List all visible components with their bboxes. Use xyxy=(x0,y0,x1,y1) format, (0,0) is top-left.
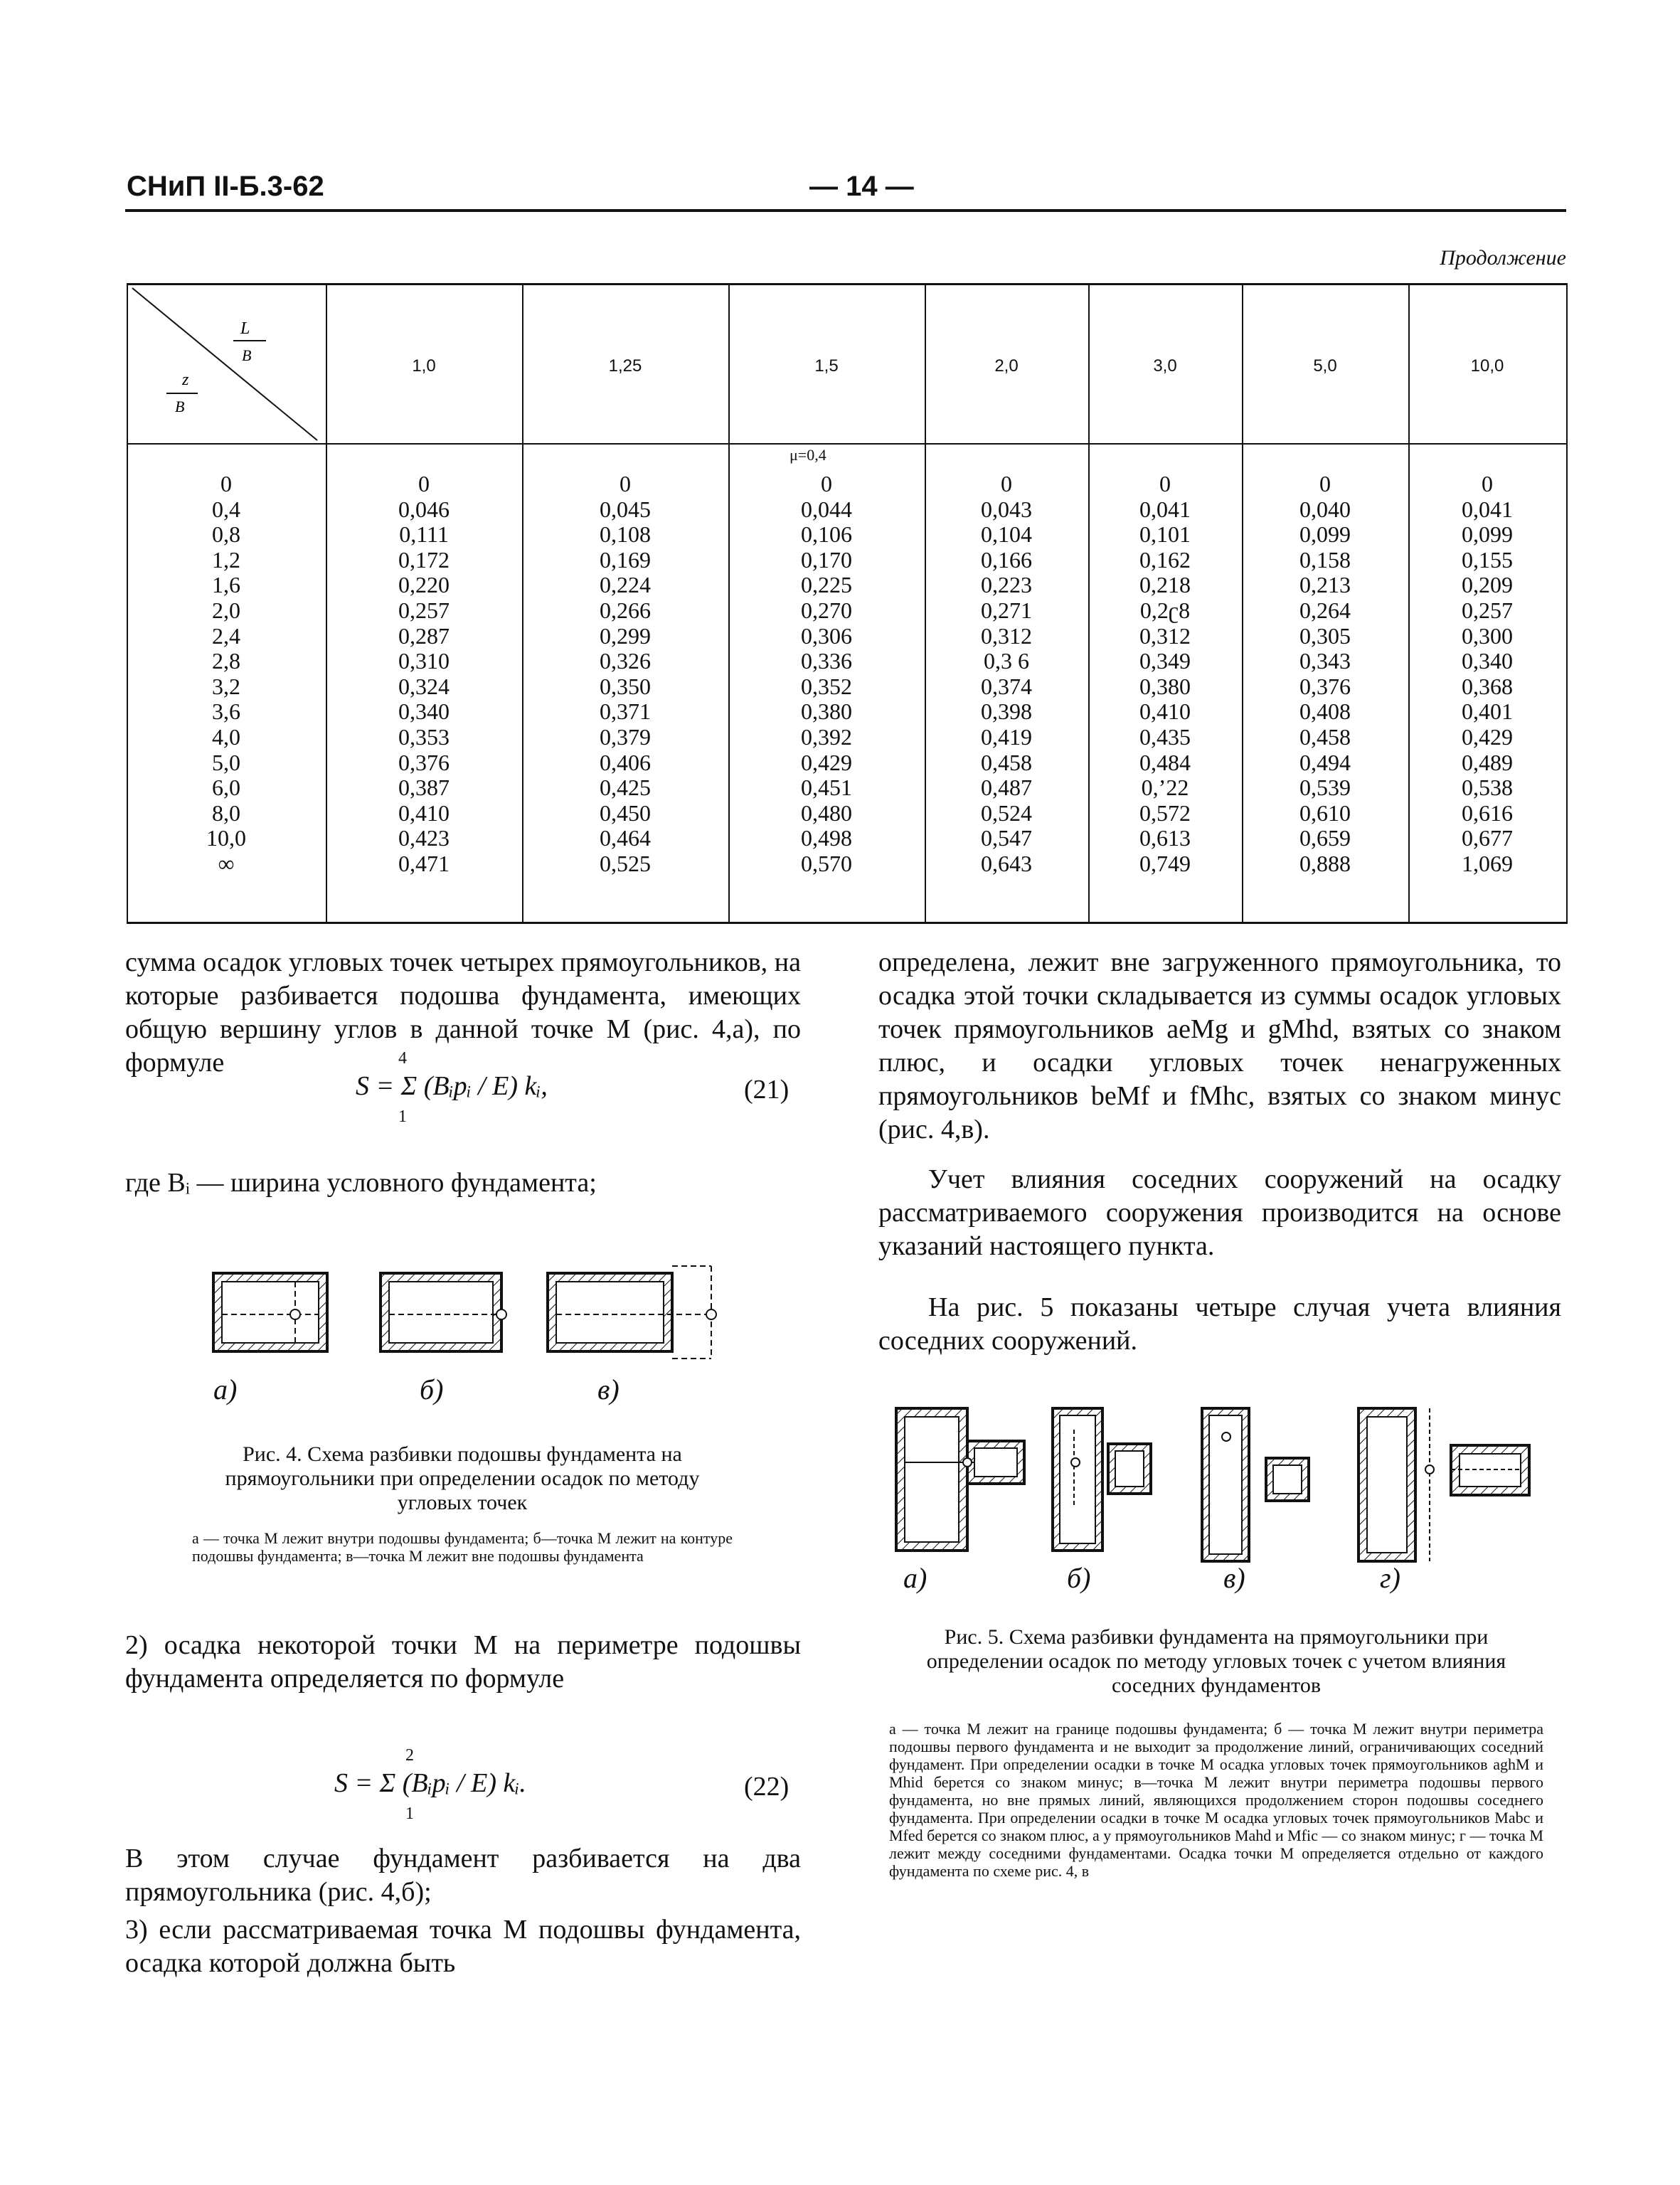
table-cell: 0,213 xyxy=(1299,572,1351,598)
table-cell: 0,408 xyxy=(1299,698,1351,725)
table-cell: 0,398 xyxy=(981,698,1032,725)
table-cell: 0,425 xyxy=(600,775,651,801)
table-cell: 0,336 xyxy=(801,648,852,674)
table-cell: 0,224 xyxy=(600,572,651,598)
z-value-cell: 3,6 xyxy=(212,698,240,725)
z-column xyxy=(127,472,326,877)
table-cell: 0,266 xyxy=(600,597,651,623)
table-cell: 0,376 xyxy=(1299,673,1351,699)
page-number: — 14 — xyxy=(809,171,914,202)
z-value-cell: 4,0 xyxy=(212,723,240,750)
header-rule xyxy=(125,209,1566,212)
table-cell: 0,538 xyxy=(1462,775,1513,801)
table-cell: 0,3 6 xyxy=(984,648,1029,674)
column-header: 2,0 xyxy=(994,356,1019,376)
table-corner-diagonal xyxy=(127,285,326,443)
data-column xyxy=(326,472,522,877)
table-cell: 0,401 xyxy=(1462,698,1513,725)
table-vline xyxy=(1566,285,1568,922)
formula-21 xyxy=(356,1049,548,1126)
table-cell: 0,539 xyxy=(1299,775,1351,801)
left-paragraph-5: 3) если рассматриваемая точка M подошвы фундамента, осадка которой должна быть xyxy=(125,1915,801,1978)
fig4-label-c: в) xyxy=(597,1373,620,1405)
data-column xyxy=(1408,472,1566,877)
table-cell: 0,170 xyxy=(801,546,852,573)
table-cell: 0,525 xyxy=(600,850,651,876)
table-cell: 0,458 xyxy=(981,749,1032,775)
z-value-cell: 10,0 xyxy=(206,825,246,851)
table-cell: 0,498 xyxy=(801,825,852,851)
page-header xyxy=(127,171,1549,211)
fig5-label-a: а) xyxy=(903,1562,927,1594)
left-paragraph-1: сумма осадок угловых точек четырех прямоугольников, на которые разбивается подошва фундамента, имеющих общую вершину углов в данной точке M (рис. 4,а), по формуле xyxy=(125,947,801,1078)
table-cell: 0,392 xyxy=(801,723,852,750)
table-cell: 0,410 xyxy=(398,799,450,826)
figure-4-caption: Рис. 4. Схема разбивки подошвы фундамента на прямоугольники при определении осадок по методу угловых точек xyxy=(225,1442,700,1514)
table-cell: 0,044 xyxy=(801,496,852,522)
table-cell: 0,172 xyxy=(398,546,450,573)
table-cell: 1,069 xyxy=(1462,850,1513,876)
sum-upper: 4 xyxy=(398,1049,407,1068)
table-cell: 0,326 xyxy=(600,648,651,674)
table-cell: 0,041 xyxy=(1139,496,1191,522)
table-cell: 0,106 xyxy=(801,521,852,548)
corner-L-over-B: L xyxy=(240,319,250,338)
table-cell: 0,643 xyxy=(981,850,1032,876)
standard-code: СНиП II-Б.3-62 xyxy=(127,171,324,202)
table-cell: 0,310 xyxy=(398,648,450,674)
table-cell: 0,353 xyxy=(398,723,450,750)
table-cell: 0,312 xyxy=(981,622,1032,649)
column-header: 5,0 xyxy=(1313,356,1337,376)
table-cell: 0,524 xyxy=(981,799,1032,826)
figure-5-caption: Рис. 5. Схема разбивки фундамента на прямоугольники при определении осадок по методу угловых точек с учетом влияния соседних фундаментов xyxy=(926,1625,1506,1697)
svg-text:B: B xyxy=(242,346,252,364)
table-cell: 0,169 xyxy=(600,546,651,573)
figure-5-note: а — точка М лежит на границе подошвы фундамента; б — точка М лежит внутри периметра подошвы первого фундамента и не выходит за продолжение линий, ограничивающих соседний фундамент. При определении осадки в точке М осадка угловых точек прямоугольников aghM и Mhid берется со знаком минус; в—точка М лежит внутри периметра подошвы первого фундамента, но вне прямых линий, являющихся продолжением сторон подошвы соседнего фундамента. При определении осадки в точке М осадка угловых точек прямоугольников Mabc и Mfed берется со знаком плюс, а у прямоугольников Mahd и Mfic — со знаком минус; г — точка М лежит между соседними фундаментами. Осадка точки М определяется отдельно от каждого фундамента по схеме рис. 4, в xyxy=(889,1720,1543,1880)
data-column xyxy=(522,472,728,877)
z-value-cell: 0 xyxy=(220,471,232,496)
table-cell: 0,387 xyxy=(398,775,450,801)
table-cell: 0,659 xyxy=(1299,825,1351,851)
table-cell: 0 xyxy=(1319,471,1331,496)
table-cell: 0,613 xyxy=(1139,825,1191,851)
table-cell: 0,104 xyxy=(981,521,1032,548)
table-cell: 0,349 xyxy=(1139,648,1191,674)
table-cell: 0,380 xyxy=(801,698,852,725)
table-cell: 0,749 xyxy=(1139,850,1191,876)
z-value-cell: 1,2 xyxy=(212,546,240,573)
table-cell: 0,300 xyxy=(1462,622,1513,649)
table-cell: 0,162 xyxy=(1139,546,1191,573)
table-cell: 0,306 xyxy=(801,622,852,649)
z-value-cell: 3,2 xyxy=(212,673,240,699)
figure-5-diagram xyxy=(889,1401,1543,1572)
z-value-cell: ∞ xyxy=(218,850,235,876)
fig5-label-d: г) xyxy=(1380,1562,1400,1594)
fig4-label-b: б) xyxy=(420,1373,444,1405)
table-cell: 0,287 xyxy=(398,622,450,649)
table-cell: 0,429 xyxy=(801,749,852,775)
coefficient-table xyxy=(127,283,1568,924)
table-cell: 0,299 xyxy=(600,622,651,649)
left-paragraph-4: В этом случае фундамент разбивается на два прямоугольника (рис. 4,б); xyxy=(125,1844,801,1907)
column-header: 10,0 xyxy=(1470,356,1504,376)
table-cell: 0,218 xyxy=(1139,572,1191,598)
fig4-label-a: а) xyxy=(213,1373,238,1405)
table-cell: 0,223 xyxy=(981,572,1032,598)
table-cell: 0,257 xyxy=(398,597,450,623)
equation-number-22: (22) xyxy=(744,1772,790,1802)
table-cell: 0,158 xyxy=(1299,546,1351,573)
table-cell: 0,471 xyxy=(398,850,450,876)
data-column xyxy=(1088,472,1242,877)
table-cell: 0,464 xyxy=(600,825,651,851)
right-paragraph-2: Учет влияния соседних сооружений на осадку рассматриваемого сооружения производится на основе указаний настоящего пункта. xyxy=(878,1164,1561,1261)
corner-z-over-B: z xyxy=(182,371,189,389)
column-header: 1,25 xyxy=(608,356,642,376)
table-cell: 0 xyxy=(1482,471,1493,496)
table-cell: 0,380 xyxy=(1139,673,1191,699)
table-cell: 0,155 xyxy=(1462,546,1513,573)
table-cell: 0,419 xyxy=(981,723,1032,750)
table-cell: 0,489 xyxy=(1462,749,1513,775)
table-cell: 0,450 xyxy=(600,799,651,826)
table-cell: 0,043 xyxy=(981,496,1032,522)
table-cell: 0,379 xyxy=(600,723,651,750)
table-cell: 0,040 xyxy=(1299,496,1351,522)
table-cell: 0,616 xyxy=(1462,799,1513,826)
z-value-cell: 8,0 xyxy=(212,799,240,826)
column-header: 1,0 xyxy=(412,356,436,376)
table-cell: 0,572 xyxy=(1139,799,1191,826)
z-value-cell: 1,6 xyxy=(212,572,240,598)
sum-lower: 1 xyxy=(405,1804,414,1823)
table-cell: 0,435 xyxy=(1139,723,1191,750)
table-cell: 0,423 xyxy=(398,825,450,851)
z-value-cell: 5,0 xyxy=(212,749,240,775)
z-value-cell: 2,0 xyxy=(212,597,240,623)
table-cell: 0,368 xyxy=(1462,673,1513,699)
table-cell: 0,547 xyxy=(981,825,1032,851)
data-column xyxy=(1242,472,1408,877)
column-header: 1,5 xyxy=(814,356,839,376)
table-cell: 0,480 xyxy=(801,799,852,826)
svg-text:B: B xyxy=(175,398,185,415)
table-cell: 0,352 xyxy=(801,673,852,699)
table-cell: 0,108 xyxy=(600,521,651,548)
left-paragraph-2: где Bᵢ — ширина условного фундамента; xyxy=(125,1168,597,1198)
data-column xyxy=(925,472,1088,877)
table-cell: 0 xyxy=(821,471,832,496)
right-paragraph-3: На рис. 5 показаны четыре случая учета влияния соседних сооружений. xyxy=(878,1292,1561,1356)
table-cell: 0,888 xyxy=(1299,850,1351,876)
table-cell: 0,270 xyxy=(801,597,852,623)
table-cell: 0,041 xyxy=(1462,496,1513,522)
table-cell: 0,099 xyxy=(1299,521,1351,548)
table-cell: 0,101 xyxy=(1139,521,1191,548)
table-cell: 0,494 xyxy=(1299,749,1351,775)
table-cell: 0,305 xyxy=(1299,622,1351,649)
table-cell: 0,220 xyxy=(398,572,450,598)
table-cell: 0,371 xyxy=(600,698,651,725)
table-cell: 0,487 xyxy=(981,775,1032,801)
equation-number-21: (21) xyxy=(744,1075,790,1105)
table-cell: 0 xyxy=(1001,471,1012,496)
table-cell: 0,458 xyxy=(1299,723,1351,750)
right-paragraph-1: определена, лежит вне загруженного прямоугольника, то осадка этой точки складывается из суммы осадок угловых точек прямоугольников aeMg и gMhd, взятых со знаком плюс, и осадки угловых точек ненагруженных прямоугольников beMf и fMhc, взятых со знаком минус (рис. 4,в). xyxy=(878,947,1561,1144)
poisson-ratio-label: μ=0,4 xyxy=(790,446,826,464)
table-cell: 0 xyxy=(418,471,430,496)
table-cell: 0,264 xyxy=(1299,597,1351,623)
continuation-label: Продолжение xyxy=(1440,246,1566,270)
table-cell: 0,045 xyxy=(600,496,651,522)
table-cell: 0,209 xyxy=(1462,572,1513,598)
column-header: 3,0 xyxy=(1153,356,1177,376)
fig5-label-c: в) xyxy=(1223,1562,1245,1594)
sum-lower: 1 xyxy=(398,1107,407,1126)
table-cell: 0,257 xyxy=(1462,597,1513,623)
figure-4-diagram xyxy=(199,1238,768,1423)
fig5-label-b: б) xyxy=(1067,1562,1091,1594)
table-cell: 0,271 xyxy=(981,597,1032,623)
z-value-cell: 0,8 xyxy=(212,521,240,548)
table-cell: 0,451 xyxy=(801,775,852,801)
formula-22-text: S = Σ (Bᵢpᵢ / E) kᵢ. xyxy=(334,1768,526,1798)
z-value-cell: 2,8 xyxy=(212,648,240,674)
table-cell: 0,610 xyxy=(1299,799,1351,826)
z-value-cell: 6,0 xyxy=(212,775,240,801)
table-cell: 0,410 xyxy=(1139,698,1191,725)
table-cell: 0 xyxy=(1159,471,1171,496)
table-cell: 0,111 xyxy=(399,521,449,548)
table-cell: 0,429 xyxy=(1462,723,1513,750)
table-cell: 0,099 xyxy=(1462,521,1513,548)
formula-21-text: S = Σ (Bᵢpᵢ / E) kᵢ, xyxy=(356,1071,548,1101)
table-cell: 0,677 xyxy=(1462,825,1513,851)
table-cell: 0,046 xyxy=(398,496,450,522)
table-cell: 0,340 xyxy=(1462,648,1513,674)
table-cell: 0,340 xyxy=(398,698,450,725)
table-cell: 0,225 xyxy=(801,572,852,598)
table-cell: 0,374 xyxy=(981,673,1032,699)
left-paragraph-3: 2) осадка некоторой точки M на периметре подошвы фундамента определяется по формуле xyxy=(125,1630,801,1694)
data-column xyxy=(728,472,925,877)
table-cell: 0,166 xyxy=(981,546,1032,573)
table-cell: 0,376 xyxy=(398,749,450,775)
table-cell: 0,570 xyxy=(801,850,852,876)
table-cell: 0,2ʗ8 xyxy=(1139,597,1191,623)
table-cell: 0,312 xyxy=(1139,622,1191,649)
z-value-cell: 2,4 xyxy=(212,622,240,649)
table-cell: 0,324 xyxy=(398,673,450,699)
table-cell: 0,350 xyxy=(600,673,651,699)
table-cell: 0,343 xyxy=(1299,648,1351,674)
sum-upper: 2 xyxy=(405,1746,414,1765)
table-cell: 0,ʼ22 xyxy=(1141,775,1189,801)
z-value-cell: 0,4 xyxy=(212,496,240,522)
header-rule-row xyxy=(127,443,1568,445)
formula-22 xyxy=(334,1746,526,1823)
figure-4-note: а — точка М лежит внутри подошвы фундамента; б—точка М лежит на контуре подошвы фундамента; в—точка М лежит вне подошвы фундамента xyxy=(192,1529,733,1565)
table-cell: 0,406 xyxy=(600,749,651,775)
table-cell: 0 xyxy=(620,471,631,496)
table-cell: 0,484 xyxy=(1139,749,1191,775)
